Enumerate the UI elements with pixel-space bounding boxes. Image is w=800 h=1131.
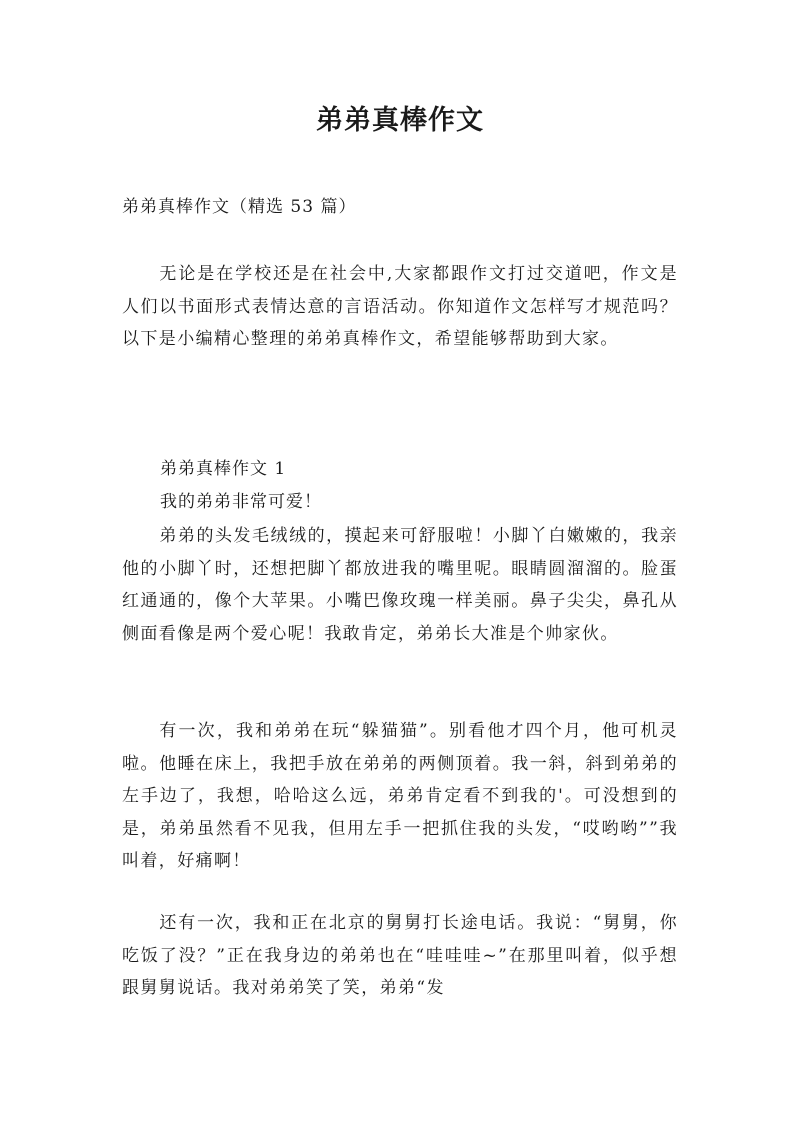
document-subtitle: 弟弟真棒作文（精选 53 篇） <box>122 197 357 217</box>
document-title: 弟弟真棒作文 <box>316 105 484 136</box>
section-heading: 弟弟真棒作文 1 <box>160 459 287 479</box>
essay-paragraph: 有一次，我和弟弟在玩“躲猫猫”。别看他才四个月，他可机灵啦。他睡在床上，我把手放在弟弟的两侧顶着。我一斜，斜到弟弟的左手边了，我想，哈哈这么远，弟弟肯定看不到我的'。可没想到的是，弟弟虽然看不见我，但用左手一把抓住我的头发，“哎哟哟””我叫着，好痛啊！ <box>122 721 678 872</box>
essay-first-line: 我的弟弟非常可爱！ <box>160 492 322 512</box>
essay-paragraph: 还有一次，我和正在北京的舅舅打长途电话。我说：“舅舅，你吃饭了没？”正在我身边的弟弟也在“哇哇哇~”在那里叫着，似乎想跟舅舅说话。我对弟弟笑了笑，弟弟“发 <box>122 913 678 999</box>
essay-paragraph: 弟弟的头发毛绒绒的，摸起来可舒服啦！小脚丫白嫩嫩的，我亲他的小脚丫时，还想把脚丫都放进我的嘴里呢。眼睛圆溜溜的。脸蛋红通通的，像个大苹果。小嘴巴像玫瑰一样美丽。鼻子尖尖，鼻孔从侧面看像是两个爱心呢！我敢肯定，弟弟长大准是个帅家伙。 <box>122 526 678 644</box>
intro-paragraph: 无论是在学校还是在社会中,大家都跟作文打过交道吧，作文是人们以书面形式表情达意的言语活动。你知道作文怎样写才规范吗？以下是小编精心整理的弟弟真棒作文，希望能够帮助到大家。 <box>122 264 678 350</box>
